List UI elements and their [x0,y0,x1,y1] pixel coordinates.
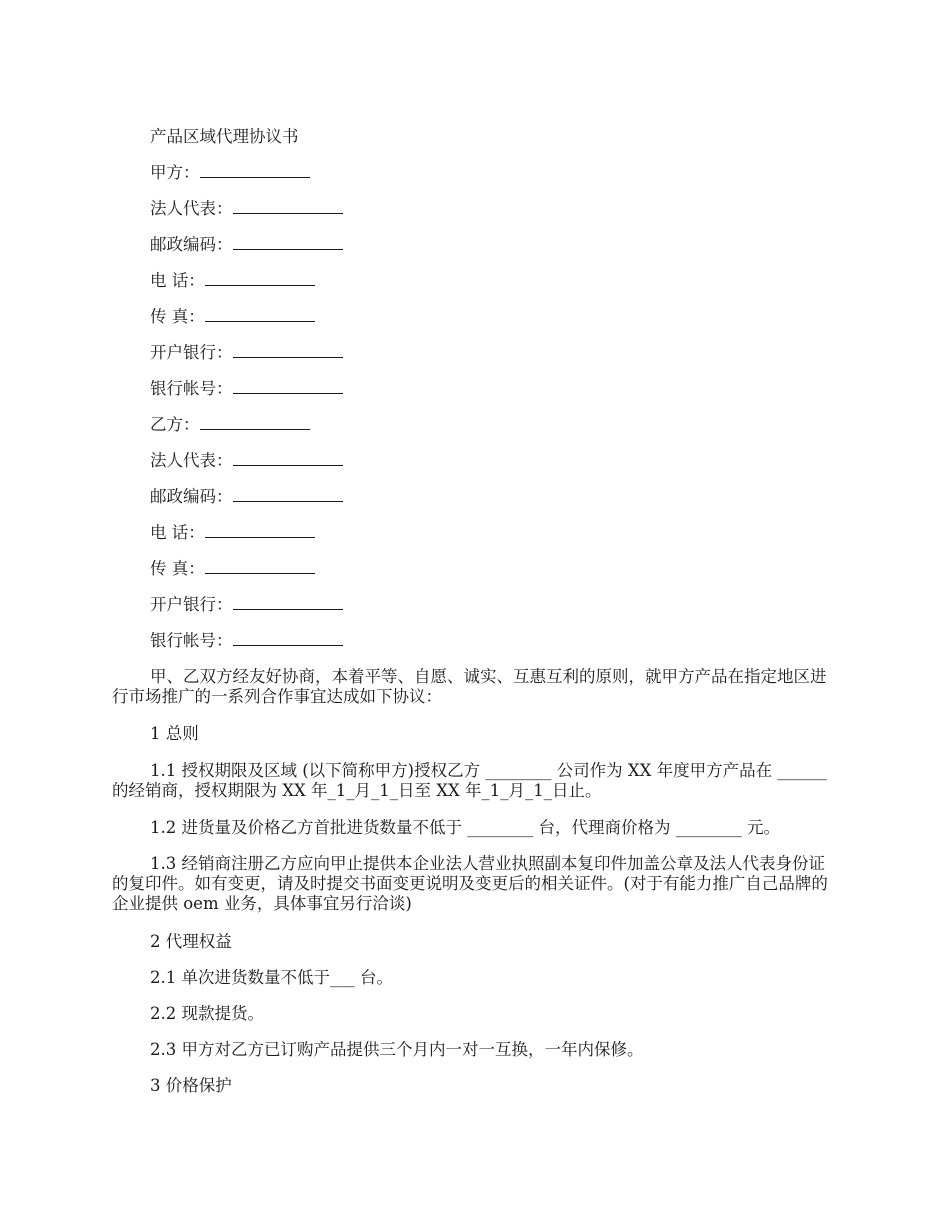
party-a-account-field [150,379,343,399]
party-b-rep-label: 法人代表： [150,451,233,470]
section-3-heading: 3 价格保护 [150,1076,232,1095]
party-a-account-label: 银行帐号： [150,379,233,398]
party-b-postcode-label: 邮政编码： [150,487,233,506]
party-b-phone-field [150,523,315,543]
party-a-postcode-label: 邮政编码： [150,235,233,254]
party-a-account-blank [233,379,343,394]
section-1-heading: 1 总则 [150,724,199,743]
party-a-fax-field [150,307,315,327]
party-a-bank-field [150,343,343,363]
clause-2-2: 2.2 现款提货。 [150,1004,264,1023]
party-b-field [150,415,310,435]
party-b-fax-field [150,559,315,579]
party-b-label: 乙方： [150,415,200,434]
party-b-postcode-blank [233,487,343,502]
party-a-field [150,163,310,183]
party-b-rep-field [150,451,343,471]
clause-1-2: 1.2 进货量及价格乙方首批进货数量不低于 ________ 台，代理商价格为 ________ 元。 [150,818,780,837]
party-b-account-field [150,631,343,651]
party-a-postcode-blank [233,235,343,250]
party-a-postcode-field [150,235,343,255]
clause-1-3: 1.3 经销商注册乙方应向甲止提供本企业法人营业执照副本复印件加盖公章及法人代表身份证的复印件。如有变更，请及时提交书面变更说明及变更后的相关证件。(对于有能力推广自己品牌的企业提供 oem 业务，具体事宜另行洽谈) [112,854,828,913]
party-b-bank-label: 开户银行： [150,595,233,614]
party-b-account-blank [233,631,343,646]
intro-paragraph: 甲、乙双方经友好协商，本着平等、自愿、诚实、互惠互利的原则，就甲方产品在指定地区进行市场推广的一系列合作事宜达成如下协议： [112,667,827,706]
party-b-fax-blank [205,559,315,574]
clause-1-1: 1.1 授权期限及区域 (以下简称甲方)授权乙方 ________ 公司作为 XX 年度甲方产品在 ______ 的经销商，授权期限为 XX 年_1_月_1_日至 XX 年_1_月_1_日止。 [112,761,827,800]
party-b-phone-label: 电 话： [150,523,205,542]
party-a-bank-label: 开户银行： [150,343,233,362]
section-2-heading: 2 代理权益 [150,932,232,951]
clause-2-1: 2.1 单次进货数量不低于___ 台。 [150,968,393,987]
party-b-bank-field [150,595,343,615]
party-a-fax-label: 传 真： [150,307,205,326]
party-b-postcode-field [150,487,343,507]
party-a-label: 甲方： [150,163,200,182]
party-a-phone-label: 电 话： [150,271,205,290]
party-b-phone-blank [205,523,315,538]
party-a-bank-blank [233,343,343,358]
party-b-blank [200,415,310,430]
party-b-account-label: 银行帐号： [150,631,233,650]
party-a-fax-blank [205,307,315,322]
party-a-rep-field [150,199,343,219]
party-a-phone-field [150,271,315,291]
party-a-phone-blank [205,271,315,286]
party-b-bank-blank [233,595,343,610]
party-a-rep-label: 法人代表： [150,199,233,218]
party-b-fax-label: 传 真： [150,559,205,578]
party-a-rep-blank [233,199,343,214]
party-b-rep-blank [233,451,343,466]
clause-2-3: 2.3 甲方对乙方已订购产品提供三个月内一对一互换，一年内保修。 [150,1040,644,1059]
document-title: 产品区域代理协议书 [150,127,299,146]
party-a-blank [200,163,310,178]
